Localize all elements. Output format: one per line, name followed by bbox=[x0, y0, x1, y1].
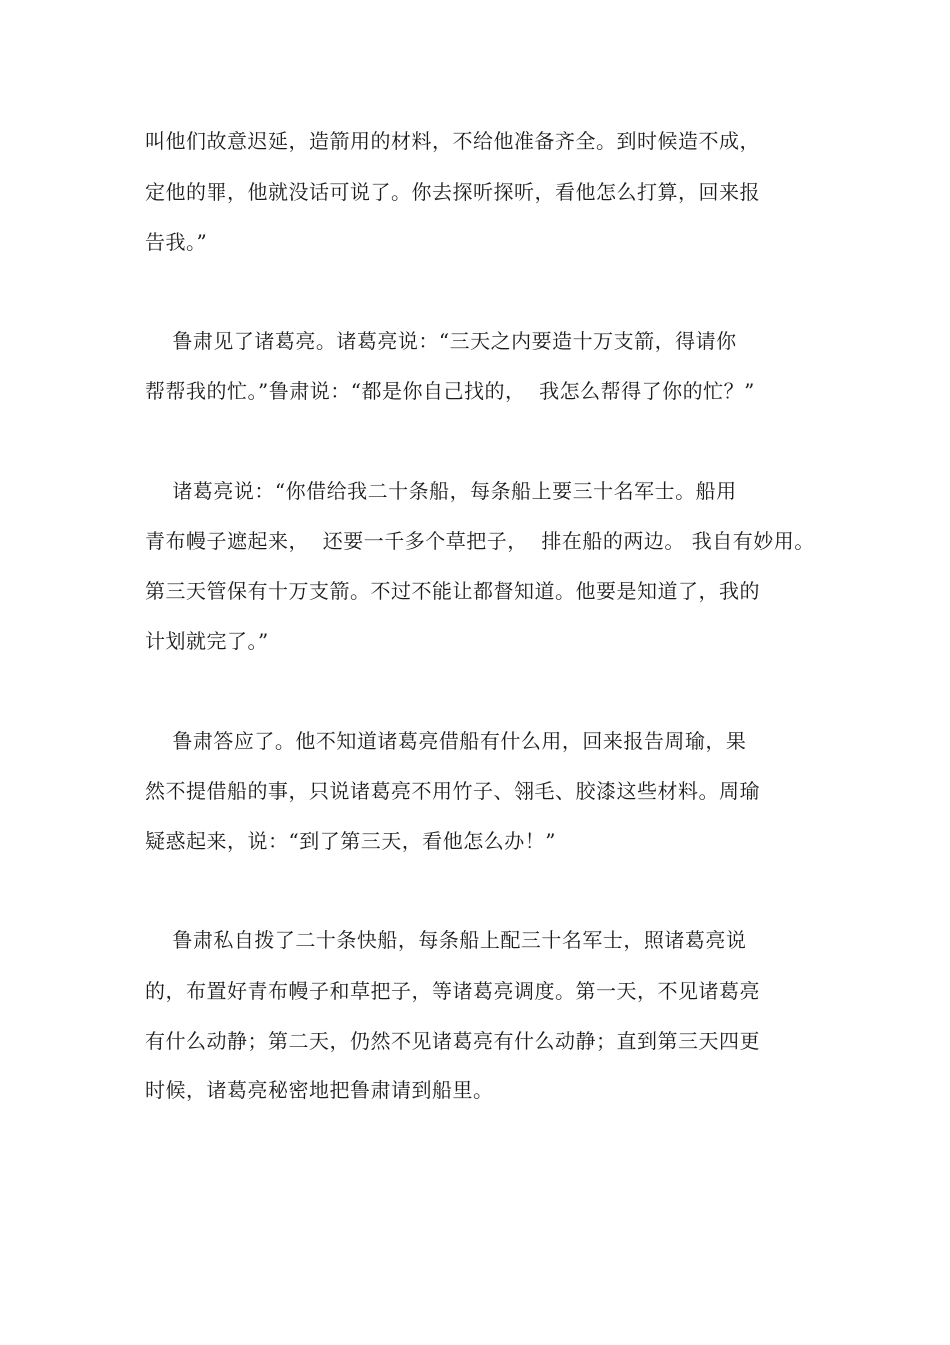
text-line: 帮帮我的忙。”鲁肃说：“都是你自己找的， 我怎么帮得了你的忙？” bbox=[145, 379, 755, 403]
text-line: 定他的罪，他就没话可说了。你去探听探听，看他怎么打算，回来报 bbox=[145, 180, 760, 204]
text-line: 的，布置好青布幔子和草把子，等诸葛亮调度。第一天，不见诸葛亮 bbox=[145, 979, 760, 1003]
text-line: 鲁肃答应了。他不知道诸葛亮借船有什么用，回来报告周瑜，果 bbox=[145, 729, 747, 753]
text-line: 第三天管保有十万支箭。不过不能让都督知道。他要是知道了，我的 bbox=[145, 579, 760, 603]
text-line: 然不提借船的事，只说诸葛亮不用竹子、翎毛、胶漆这些材料。周瑜 bbox=[145, 779, 760, 803]
text-line: 诸葛亮说：“你借给我二十条船，每条船上要三十名军士。船用 bbox=[145, 479, 737, 503]
text-line: 计划就完了。” bbox=[145, 629, 269, 653]
text-line: 鲁肃见了诸葛亮。诸葛亮说：“三天之内要造十万支箭，得请你 bbox=[145, 329, 737, 353]
text-line: 疑惑起来，说：“到了第三天，看他怎么办！” bbox=[145, 829, 556, 853]
text-line: 时候，诸葛亮秘密地把鲁肃请到船里。 bbox=[145, 1078, 494, 1102]
text-line: 青布幔子遮起来， 还要一千多个草把子， 排在船的两边。 我自有妙用。 bbox=[145, 529, 815, 553]
text-line: 有什么动静；第二天，仍然不见诸葛亮有什么动静；直到第三天四更 bbox=[145, 1029, 760, 1053]
text-line: 叫他们故意迟延，造箭用的材料，不给他准备齐全。到时候造不成， bbox=[145, 129, 760, 153]
text-line: 告我。” bbox=[145, 230, 208, 254]
text-line: 鲁肃私自拨了二十条快船，每条船上配三十名军士，照诸葛亮说 bbox=[145, 928, 747, 952]
